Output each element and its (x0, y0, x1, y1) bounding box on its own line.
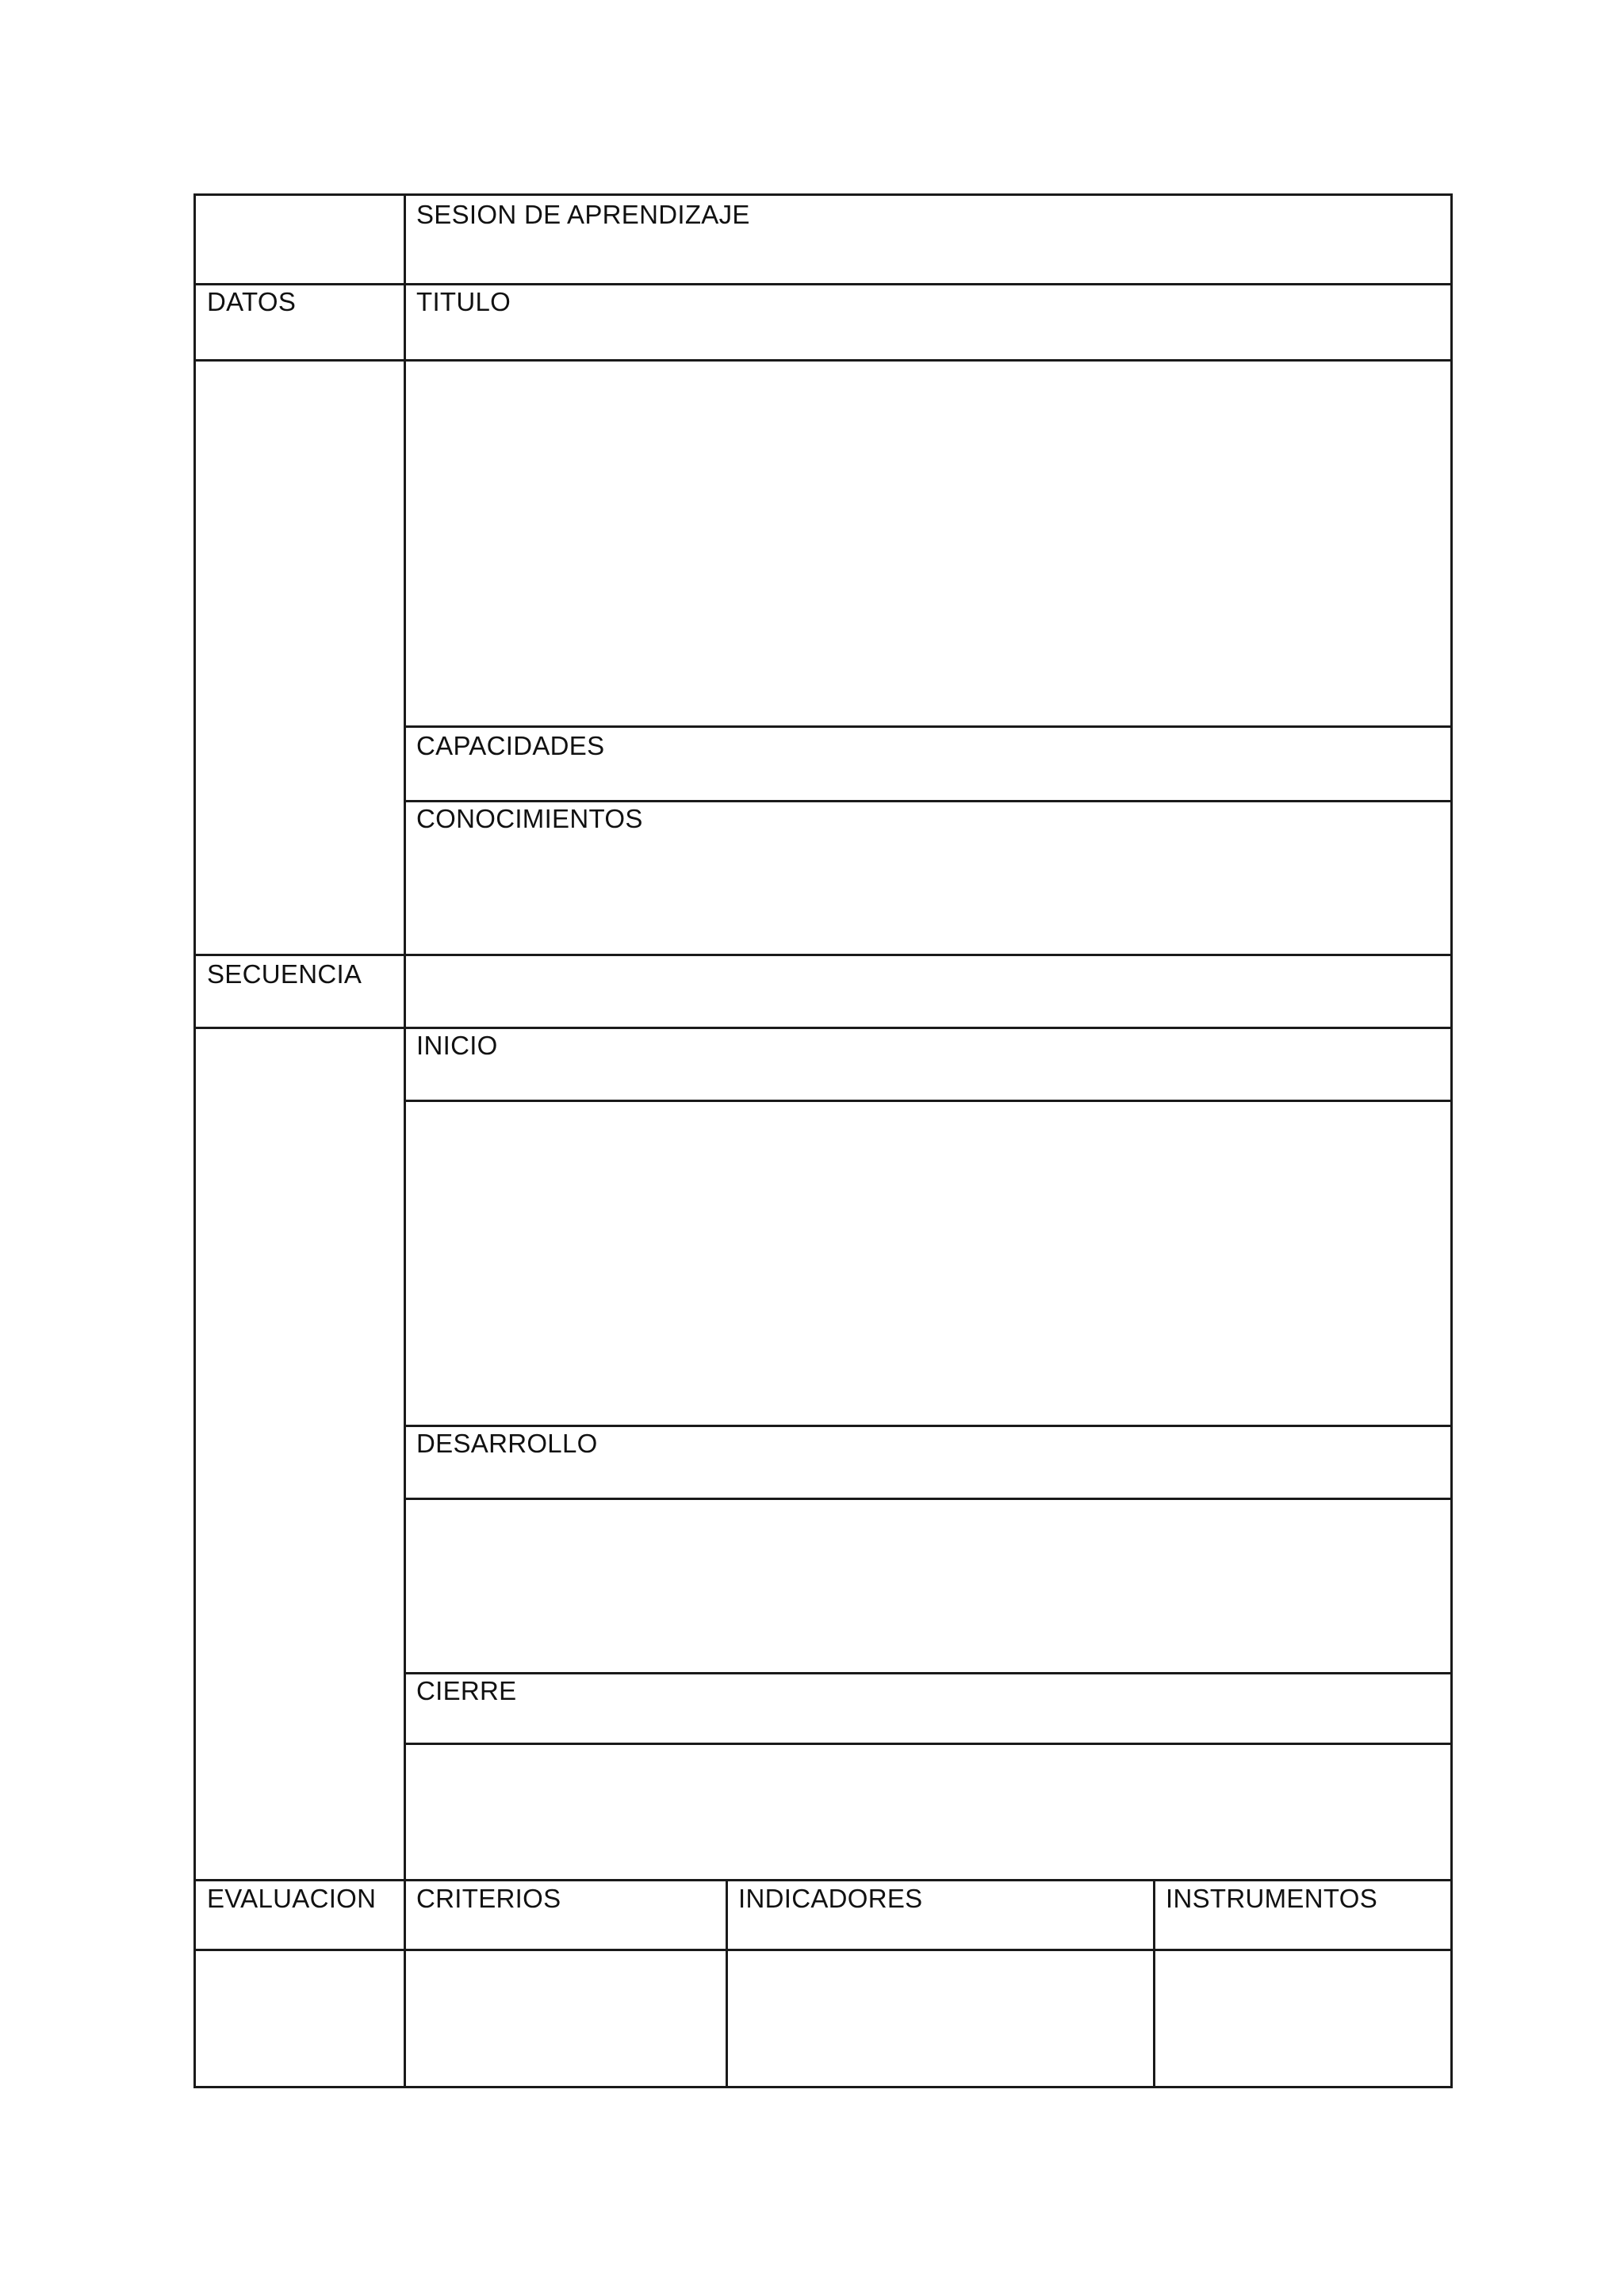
row-divider-after-desarrollo (404, 1498, 1450, 1500)
label-cierre: CIERRE (416, 1676, 517, 1705)
column-header-indicadores: INDICADORES (738, 1884, 923, 1913)
row-divider-after-inicio (404, 1100, 1450, 1102)
row-divider-after-titulo (196, 359, 1450, 362)
label-desarrollo: DESARROLLO (416, 1429, 598, 1458)
row-divider-cierre (404, 1672, 1450, 1674)
lesson-plan-form (193, 193, 1453, 2088)
form-title: SESION DE APRENDIZAJE (416, 200, 750, 229)
row-divider-evaluation-body (196, 1949, 1450, 1951)
column-header-instrumentos: INSTRUMENTOS (1166, 1884, 1378, 1913)
row-divider-after-cierre (404, 1743, 1450, 1745)
row-divider-secuencia (196, 954, 1450, 956)
column-divider (404, 196, 406, 2086)
label-evaluacion: EVALUACION (207, 1884, 377, 1913)
row-divider-capacidades (404, 725, 1450, 728)
row-divider-evaluacion (196, 1879, 1450, 1881)
row-divider-after-secuencia (196, 1027, 1450, 1029)
label-inicio: INICIO (416, 1031, 498, 1060)
label-conocimientos: CONOCIMIENTOS (416, 804, 643, 833)
evaluation-divider-2 (1153, 1879, 1155, 2086)
label-datos: DATOS (207, 287, 297, 316)
label-titulo: TITULO (416, 287, 511, 316)
column-header-criterios: CRITERIOS (416, 1884, 561, 1913)
row-divider-conocimientos (404, 800, 1450, 802)
evaluation-divider-1 (726, 1879, 728, 2086)
row-divider-desarrollo (404, 1425, 1450, 1427)
label-secuencia: SECUENCIA (207, 959, 362, 989)
row-divider-datos (196, 283, 1450, 285)
label-capacidades: CAPACIDADES (416, 731, 605, 760)
